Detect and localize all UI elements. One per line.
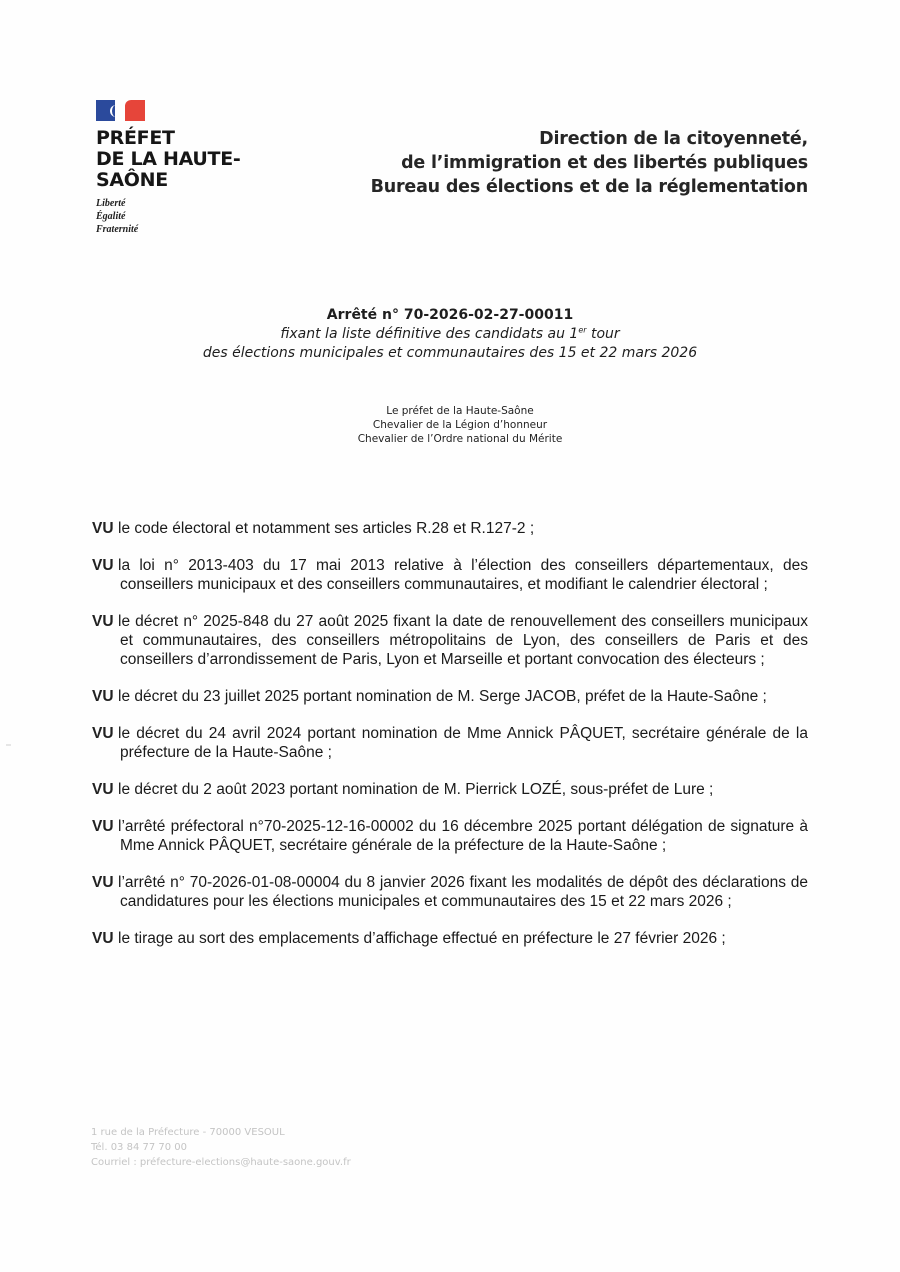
vu-label: VU: [92, 725, 114, 742]
decree-subtitle-line-1: [150, 325, 750, 344]
clause-text: le décret du 24 avril 2024 portant nomination de Mme Annick PÂQUET, secrétaire générale de la préfecture de la Haute-Saône ;: [118, 725, 808, 761]
clause-text: le décret du 23 juillet 2025 portant nomination de M. Serge JACOB, préfet de la Haute-Saône ;: [118, 688, 767, 705]
vu-clause: [92, 519, 808, 538]
vu-clause: [92, 873, 808, 911]
service-line: de l’immigration et des libertés publiques: [401, 153, 808, 173]
subtitle-text: fixant la liste définitive des candidats au 1: [280, 326, 579, 342]
vu-label: VU: [92, 613, 114, 630]
vu-clause: [92, 687, 808, 706]
prefecture-name-line: DE LA HAUTE-: [96, 148, 241, 170]
vu-clause: [92, 612, 808, 669]
prefect-line: Le préfet de la Haute-Saône: [386, 405, 534, 417]
vu-label: VU: [92, 520, 114, 537]
motto-line: Égalité: [96, 211, 126, 222]
vu-label: VU: [92, 930, 114, 947]
vu-label: VU: [92, 781, 114, 798]
prefecture-name-line: SAÔNE: [96, 169, 168, 191]
prefecture-name: [96, 128, 266, 191]
scan-artifact: [6, 744, 11, 746]
prefect-line: Chevalier de la Légion d’honneur: [372, 419, 548, 431]
vu-clause: [92, 724, 808, 762]
clause-text: la loi n° 2013-403 du 17 mai 2013 relative à l’élection des conseillers départementaux, des conseillers municipaux et des conseillers communautaires, et modifiant le calendrier électoral ;: [118, 557, 808, 593]
clause-text: le décret du 2 août 2023 portant nomination de M. Pierrick LOZÉ, sous-préfet de Lure ;: [118, 781, 714, 798]
vu-label: VU: [92, 688, 114, 705]
prefecture-name-line: PRÉFET: [96, 127, 175, 149]
service-header: [371, 127, 808, 199]
footer-email: Courriel : préfecture-elections@haute-saone.gouv.fr: [91, 1157, 351, 1168]
decree-number: Arrêté n° 70-2026-02-27-00011: [326, 307, 574, 323]
ordinal-superscript: er: [578, 325, 587, 335]
subtitle-text: tour: [586, 326, 620, 342]
motto-line: Liberté: [96, 198, 126, 209]
clause-text: le code électoral et notamment ses articles R.28 et R.127-2 ;: [118, 520, 535, 537]
clause-text: l’arrêté préfectoral n°70-2025-12-16-00002 du 16 décembre 2025 portant délégation de signature à Mme Annick PÂQUET, secrétaire générale de la préfecture de la Haute-Saône ;: [118, 818, 808, 854]
service-line: Direction de la citoyenneté,: [539, 129, 808, 149]
clause-text: le décret n° 2025-848 du 27 août 2025 fixant la date de renouvellement des conseillers municipaux et communautaires, des conseillers métropolitains de Lyon, des conseillers de Paris et des conseillers d’arrondissement de Paris, Lyon et Marseille et portant convocation des électeurs ;: [118, 613, 808, 668]
service-line: Bureau des élections et de la réglementation: [370, 177, 808, 197]
prefect-identity: [250, 404, 670, 446]
prefect-line: Chevalier de l’Ordre national du Mérite: [357, 433, 563, 445]
page-footer: [91, 1125, 351, 1170]
motto-line: Fraternité: [96, 224, 139, 235]
decree-subtitle-line-2: des élections municipales et communautaires des 15 et 22 mars 2026: [202, 345, 698, 361]
vu-label: VU: [92, 557, 114, 574]
prefecture-logo: [96, 99, 266, 236]
vu-clause: [92, 929, 808, 948]
republic-motto: [96, 197, 266, 236]
footer-phone: Tél. 03 84 77 70 00: [91, 1142, 188, 1153]
marianne-flag-icon: [96, 99, 146, 122]
legal-basis-clauses: [92, 519, 808, 966]
decree-title-block: [150, 306, 750, 363]
clause-text: le tirage au sort des emplacements d’affichage effectué en préfecture le 27 février 2026 ;: [118, 930, 726, 947]
vu-clause: [92, 817, 808, 855]
vu-label: VU: [92, 874, 114, 891]
footer-address: 1 rue de la Préfecture - 70000 VESOUL: [91, 1127, 285, 1138]
vu-label: VU: [92, 818, 114, 835]
clause-text: l’arrêté n° 70-2026-01-08-00004 du 8 janvier 2026 fixant les modalités de dépôt des déclarations de candidatures pour les élections municipales et communautaires des 15 et 22 mars 2026 ;: [118, 874, 808, 910]
vu-clause: [92, 556, 808, 594]
vu-clause: [92, 780, 808, 799]
